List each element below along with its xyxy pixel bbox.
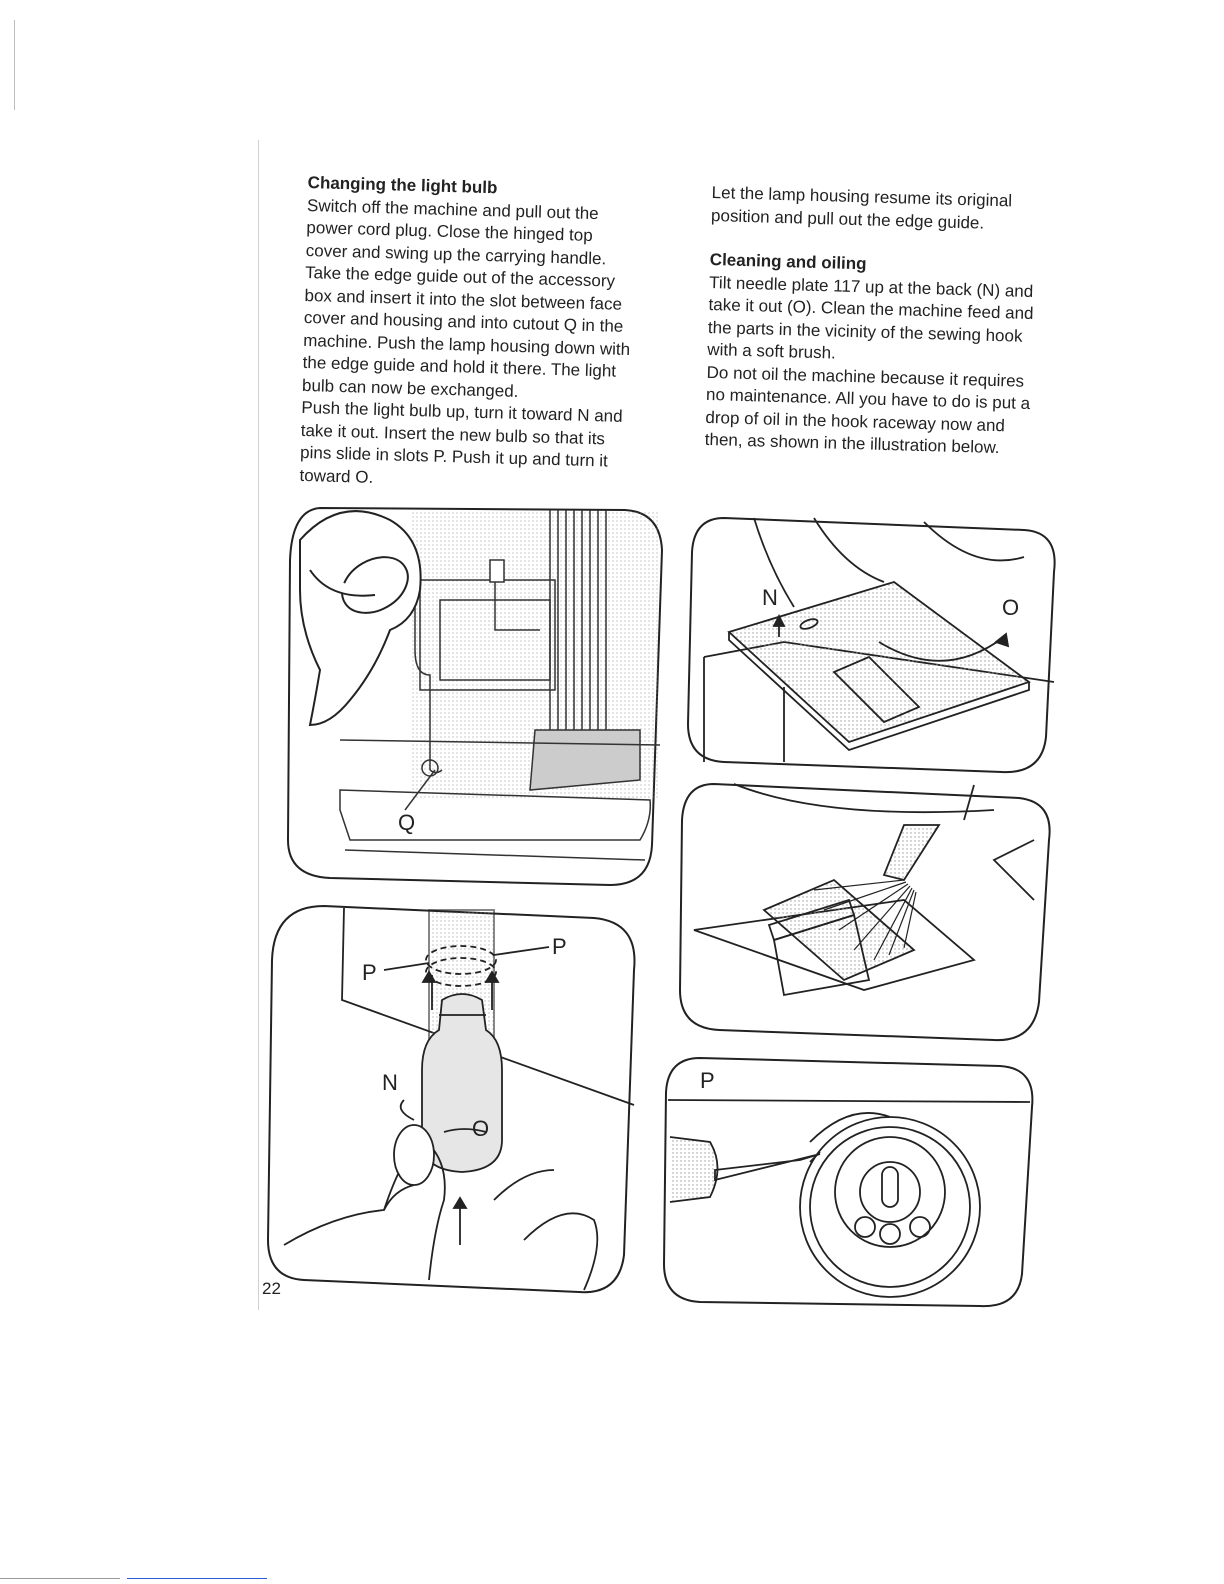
figure-brush-cleaning [674, 780, 1059, 1045]
figure-oiling-hook [660, 1052, 1040, 1312]
paragraph-line: toward O. [299, 465, 374, 487]
paragraph-line: cover and housing and into cutout Q in the [303, 307, 624, 336]
paragraph-line: pins slide in slots P. Push it up and turn it [299, 442, 609, 471]
scan-blue-line [127, 1578, 267, 1579]
figure-label-n: N [382, 1070, 398, 1095]
figure-edge-guide [280, 500, 670, 895]
scan-margin-line [14, 20, 15, 110]
paragraph-line: position and pull out the edge guide. [710, 205, 985, 233]
paragraph-line: Do not oil the machine because it requires [706, 362, 1025, 391]
scan-margin-line [0, 1578, 120, 1579]
section-heading-light-bulb: Changing the light bulb [307, 172, 498, 198]
paragraph-line: Switch off the machine and pull out the [306, 195, 599, 223]
figure-label-o: O [1002, 595, 1020, 620]
figure-label-p: P [700, 1068, 715, 1093]
paragraph-line: cover and swing up the carrying handle. [305, 240, 607, 268]
paragraph-line: take it out. Insert the new bulb so that its [300, 420, 606, 448]
paragraph-line: Push the light bulb up, turn it toward N and [301, 397, 623, 426]
paragraph-line: with a soft brush. [707, 339, 837, 363]
paragraph-line: power cord plug. Close the hinged top [306, 217, 593, 245]
paragraph-line: Tilt needle plate 117 up at the back (N) and [708, 272, 1034, 301]
scan-margin-line [258, 140, 259, 1310]
paragraph-line: Let the lamp housing resume its original [711, 182, 1013, 211]
paragraph-line: box and insert it into the slot between face [304, 285, 623, 314]
section-heading-cleaning: Cleaning and oiling [709, 249, 867, 274]
text-column-left [299, 172, 670, 497]
figure-label-p-left: P [362, 960, 377, 985]
paragraph-line: the parts in the vicinity of the sewing hook [707, 317, 1023, 346]
paragraph-line: drop of oil in the hook raceway now and [705, 407, 1006, 435]
paragraph-line: the edge guide and hold it there. The light [302, 352, 617, 381]
figure-label-p-right: P [552, 934, 567, 959]
figure-light-bulb [264, 900, 644, 1300]
paragraph-line: machine. Push the lamp housing down with [303, 330, 631, 359]
paragraph-line: take it out (O). Clean the machine feed and [708, 294, 1034, 324]
paragraph-line: then, as shown in the illustration below. [704, 429, 1000, 458]
figure-label-o: O [472, 1116, 490, 1141]
figure-label-n: N [762, 585, 778, 610]
text-column-right [704, 182, 1071, 461]
paragraph-line: bulb can now be exchanged. [301, 375, 519, 401]
paragraph-line: no maintenance. All you have to do is put a [705, 384, 1031, 413]
figure-needle-plate [684, 512, 1064, 777]
page-number: 22 [262, 1279, 281, 1298]
paragraph-line: Take the edge guide out of the accessory [304, 262, 616, 291]
figure-label-q: Q [398, 810, 416, 835]
